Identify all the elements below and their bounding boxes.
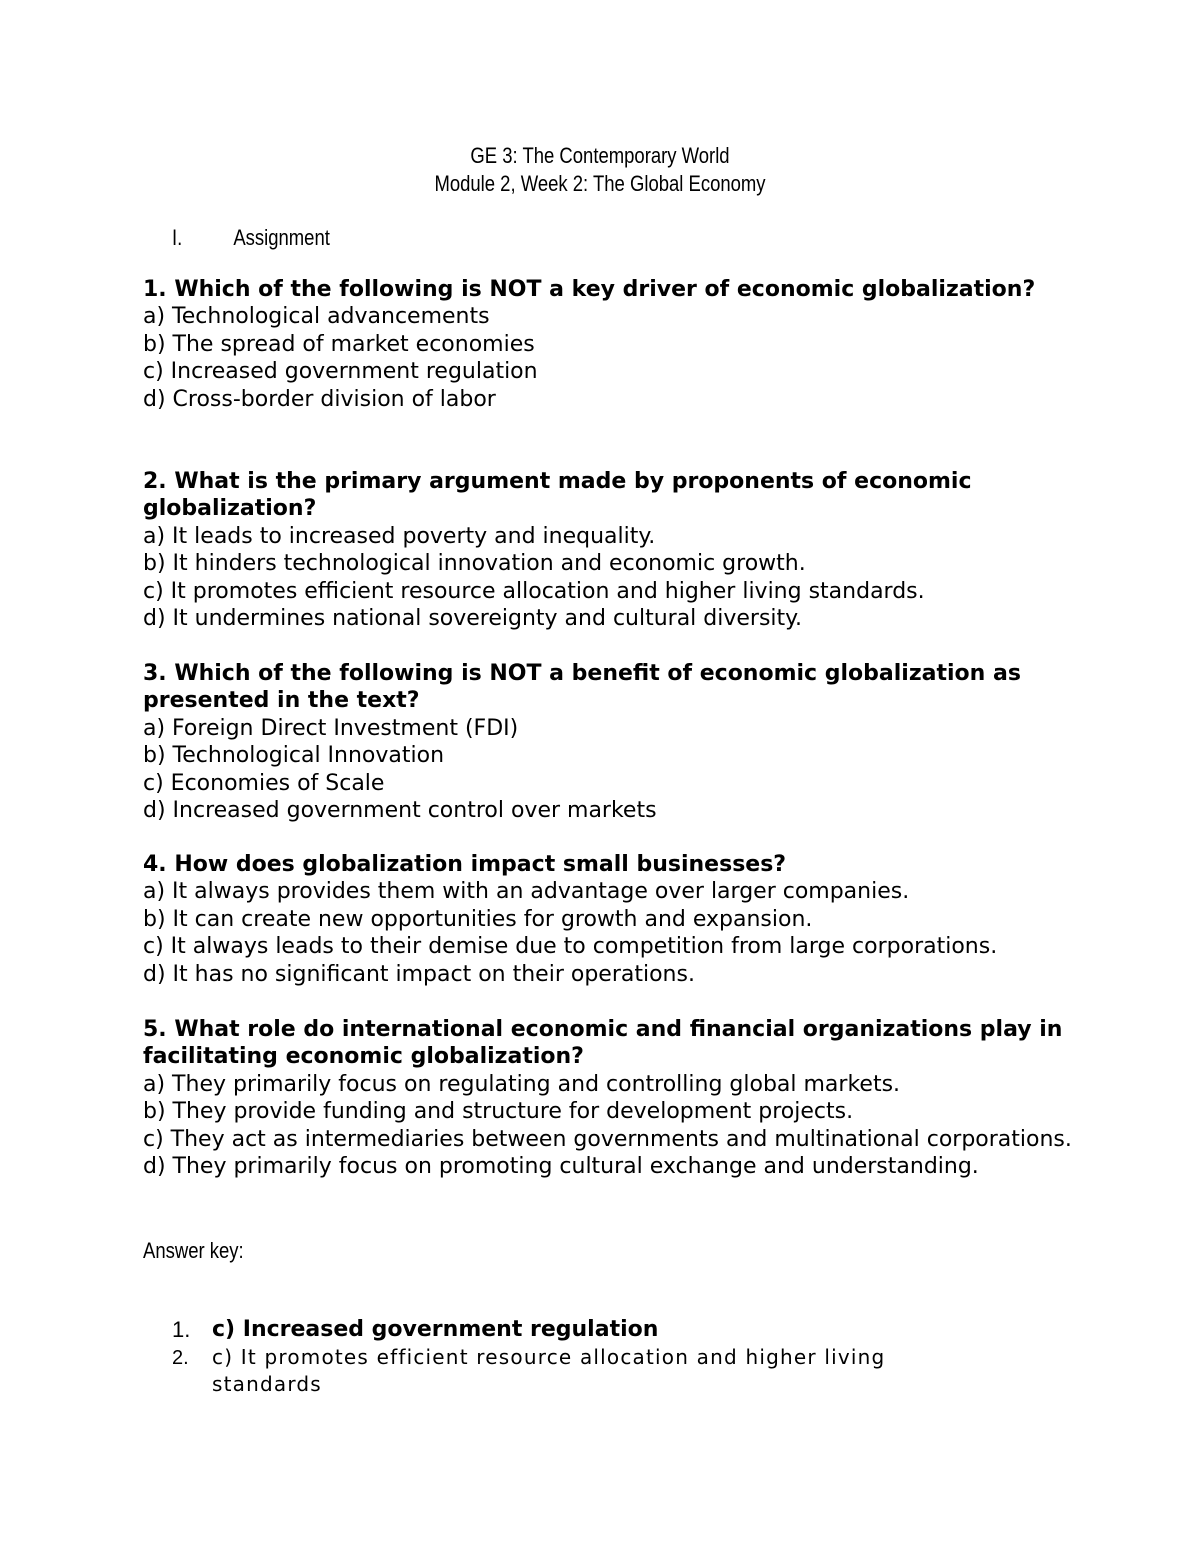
option-d: d) Cross-border division of labor [143,386,496,412]
question-text: 5. What role do international economic and financial organizations play in facilitating economic globalization? [143,1017,1063,1070]
question-text: 2. What is the primary argument made by proponents of economic globalization? [143,469,972,522]
option-b: b) Technological Innovation [143,743,445,769]
answer-key-label: Answer key: [143,1238,244,1263]
option-d: d) Increased government control over markets [143,798,657,824]
question-text: 1. Which of the following is NOT a key driver of economic globalization? [143,277,1036,302]
section-heading [172,224,330,251]
option-a: a) They primarily focus on regulating and controlling global markets. [143,1071,901,1097]
option-b: b) The spread of market economies [143,331,535,357]
option-a: a) It leads to increased poverty and inequality. [143,523,656,549]
option-d: d) It undermines national sovereignty and cultural diversity. [143,606,803,632]
option-a: a) Foreign Direct Investment (FDI) [143,715,519,741]
option-c: c) Increased government regulation [143,359,538,385]
section-title: Assignment [233,225,330,250]
question-text: 4. How does globalization impact small businesses? [143,852,787,877]
option-b: b) They provide funding and structure for development projects. [143,1099,854,1125]
option-c: c) It always leads to their demise due to competition from large corporations. [143,934,998,960]
answer-text: c) It promotes efficient resource allocation and higher living standards [212,1345,886,1396]
option-b: b) It can create new opportunities for growth and expansion. [143,906,813,932]
question-block [143,660,1083,824]
answer-text: c) Increased government regulation [212,1317,659,1342]
question-text: 3. Which of the following is NOT a benefit of economic globalization as presented in the text? [143,661,1021,714]
option-a: a) Technological advancements [143,304,490,330]
question-block [143,1016,1083,1180]
answer-number: 1. [172,1317,191,1342]
question-block [143,468,1083,632]
option-d: d) It has no significant impact on their operations. [143,961,695,987]
question-block [143,851,1083,988]
option-c: c) They act as intermediaries between governments and multinational corporations. [143,1126,1072,1152]
section-number: I. [172,225,183,250]
option-b: b) It hinders technological innovation and economic growth. [143,551,806,577]
course-title: GE 3: The Contemporary World [470,143,730,168]
option-c: c) It promotes efficient resource allocation and higher living standards. [143,578,925,604]
question-block [143,276,1083,413]
option-c: c) Economies of Scale [143,770,385,796]
option-d: d) They primarily focus on promoting cultural exchange and understanding. [143,1154,979,1180]
module-title: Module 2, Week 2: The Global Economy [434,171,766,196]
option-a: a) It always provides them with an advantage over larger companies. [143,879,910,905]
answer-number: 2. [172,1347,189,1369]
